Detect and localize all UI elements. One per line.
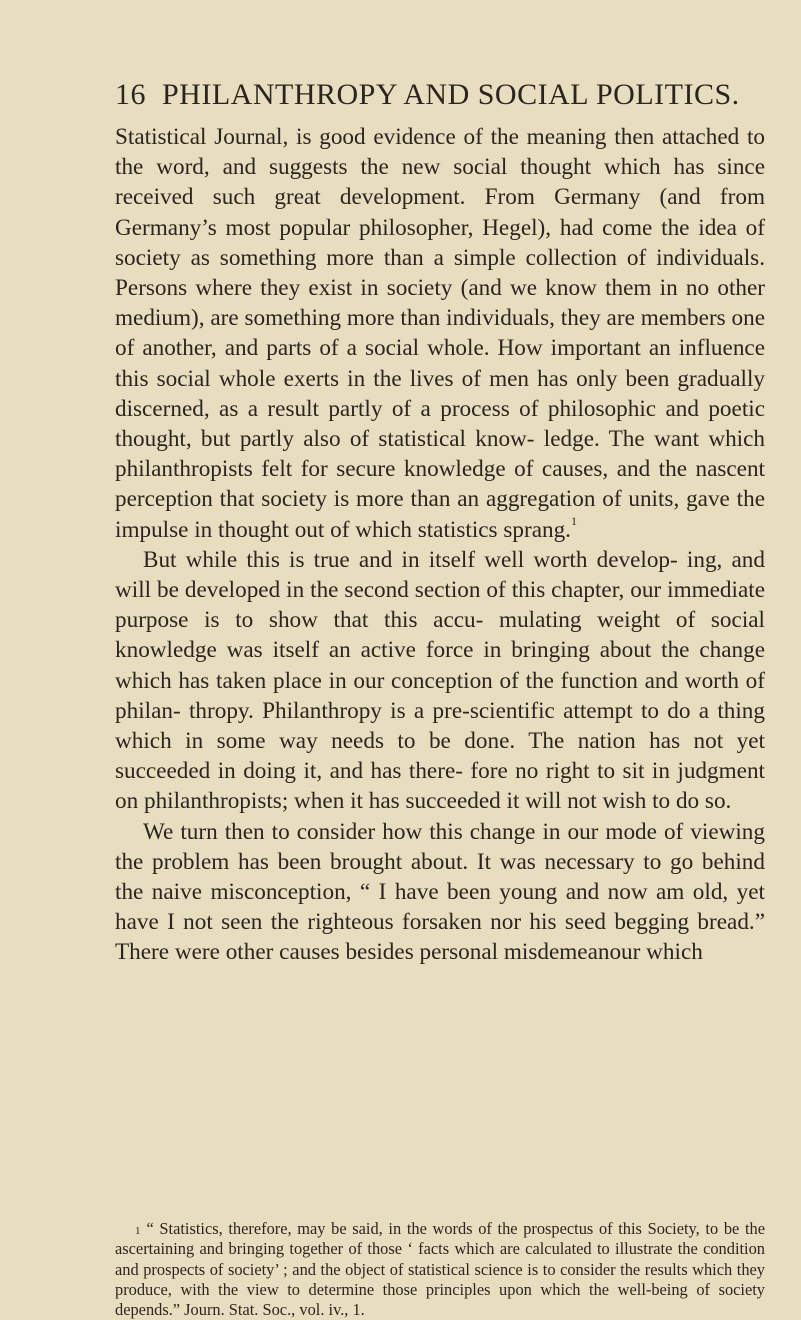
running-head <box>115 78 761 112</box>
running-title: PHILANTHROPY AND SOCIAL POLITICS. <box>162 78 740 111</box>
footnote-reference: 1 <box>570 513 577 528</box>
paragraph-2 <box>115 545 765 817</box>
paragraph-2-text: But while this is true and in itself well worth develop- ing, and will be developed in the second section of this chapter, our immediate purpose is to show that this accu- mulating weight of social knowledge was itself an active force in bringing about the change which has taken place in our conception of the function and worth of philan- thropy. Philanthropy is a pre-scientific attempt to do a thing which in some way needs to be done. The nation has not yet succeeded in doing it, and has there- fore no right to sit in judgment on philanthropists; when it has succeeded it will not wish to do so. <box>115 546 765 815</box>
footnote-text: “ Statistics, therefore, may be said, in the words of the prospectus of this Society, to be the ascertaining and bringing together of those ‘ facts which are calculated to illustrate the condition and prospects of society’ ; and the object of statistical science is to consider the results which they produce, with the view to determine those principles upon which the well-being of society depends.” Journ. Stat. Soc., vol. iv., 1. <box>115 1219 765 1320</box>
paragraph-1-text: Statistical Journal, is good evidence of the meaning then attached to the word, and suggests the new social thought which has since received such great development. From Germany (and from Germany’s most popular philosopher, Hegel), had come the idea of society as something more than a simple collection of individuals. Persons where they exist in society (and we know them in no other medium), are something more than individuals, they are members one of another, and parts of a social whole. How important an influence this social whole exerts in the lives of men has only been gradually discerned, as a result partly of a process of philosophic and poetic thought, but partly also of statistical know- ledge. The want which philanthropists felt for secure knowledge of causes, and the nascent perception that society is more than an aggregation of units, gave the impulse in thought out of which statistics sprang. <box>115 124 765 543</box>
paragraph-3-text: We turn then to consider how this change in our mode of viewing the problem has been brought about. It was necessary to go behind the naive misconception, “ I have been young and now am old, yet have I not seen the righteous forsaken nor his seed begging bread.” There were other causes besides personal misdemeanour which <box>115 818 765 966</box>
page-number: 16 <box>115 78 146 111</box>
paragraph-3 <box>115 817 765 968</box>
footnote-mark: 1 <box>135 1225 141 1237</box>
paragraph-1 <box>115 122 765 545</box>
body-text <box>115 122 765 968</box>
footnote <box>115 1219 765 1320</box>
